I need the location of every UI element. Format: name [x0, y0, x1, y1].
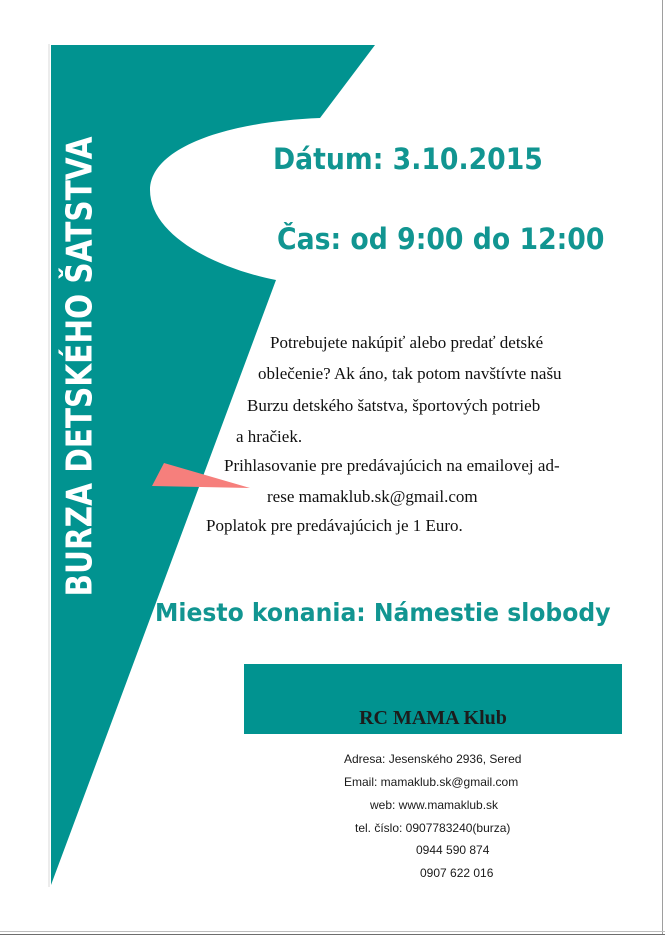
vertical-title: BURZA DETSKÉHO ŠATSTVA: [59, 137, 101, 597]
description-line: Burzu detského šatstva, športových potrieb: [247, 396, 541, 415]
club-address: Adresa: Jesenského 2936, Sered: [344, 752, 522, 766]
description-line: Potrebujete nakúpiť alebo predať detské: [270, 333, 544, 352]
club-name: RC MAMA Klub: [359, 707, 507, 729]
club-web: web: www.mamaklub.sk: [370, 798, 499, 812]
description-line: rese mamaklub.sk@gmail.com: [267, 487, 478, 506]
page-border-bottom: [0, 931, 665, 932]
club-phone-3: 0907 622 016: [420, 866, 494, 880]
club-phone-2: 0944 590 874: [416, 843, 490, 857]
description-line: Prihlasovanie pre predávajúcich na emailovej ad-: [224, 456, 560, 475]
description-line: a hračiek.: [236, 427, 303, 446]
description-line: Poplatok pre predávajúcich je 1 Euro.: [206, 516, 463, 535]
event-time: Čas: od 9:00 do 12:00: [277, 222, 605, 256]
page-border-right: [662, 0, 663, 935]
event-venue: Miesto konania: Námestie slobody: [155, 598, 611, 627]
event-date: Dátum: 3.10.2015: [273, 142, 543, 176]
club-phone: tel. číslo: 0907783240(burza): [355, 821, 511, 835]
description-line: oblečenie? Ak áno, tak potom navštívte našu: [258, 364, 562, 383]
club-email: Email: mamaklub.sk@gmail.com: [344, 775, 519, 789]
